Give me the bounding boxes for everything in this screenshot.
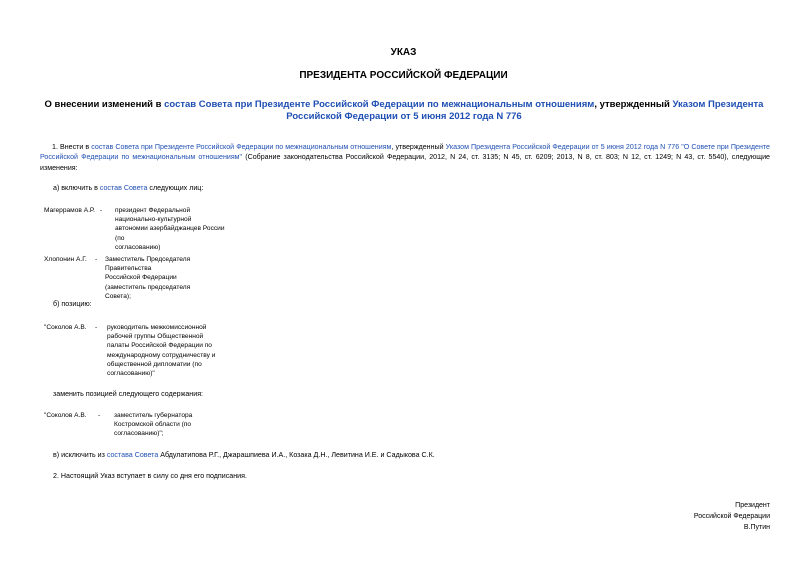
position-line: (заместитель председателя [105, 283, 191, 291]
signature-name: В.Путин [743, 524, 770, 531]
position-line: автономии азербайджанцев России [115, 225, 225, 233]
pa-link-council[interactable]: состав Совета [99, 184, 148, 192]
signature-title: Президент [735, 502, 770, 509]
p1-text-3: (Собрание законодательства Российской Федерации, 2012, N 24, ст. 3135; N 45, ст. 6209; 2013, N 8, ст. 803; N 12, ст. 1249; N 43, ст. 5540), следующие изменения: [40, 153, 770, 172]
pc-text-2: Абдулатипова Р.Г., Джарашпиева И.А., Козака Д.Н., Левитина И.Е. и Садыкова С.К. [158, 451, 435, 459]
person-name: Магеррамов А.Р. [44, 207, 95, 214]
position-line: национально-культурной [115, 216, 192, 224]
subject-link-council-composition[interactable]: состав Совета при Президенте Российской Федерации по межнациональным отношениям [164, 99, 595, 110]
position-line: международному сотрудничеству и [107, 351, 216, 359]
p1-text-1: 1. Внести в [52, 143, 92, 151]
subject-text-1: О внесении изменений в [44, 99, 165, 110]
person-position [105, 255, 225, 301]
pa-text-2: следующих лиц: [147, 184, 204, 192]
p1-text-2: , утвержденный [391, 143, 446, 151]
position-line: руководитель межкомиссионной [107, 324, 207, 331]
paragraph-2: 2. Настоящий Указ вступает в силу со дня его подписания. [53, 472, 247, 480]
position-line: согласованию)" [107, 370, 155, 378]
position-line: согласованию)"; [114, 430, 164, 438]
position-line: Заместитель Председателя [105, 256, 191, 263]
decree-subject [40, 99, 768, 123]
person-name: Хлопонин А.Г. [44, 256, 87, 263]
person-dash: - [100, 207, 103, 214]
p1-link-decree-776[interactable]: Указом Президента Российской Федерации от 5 июня 2012 года N 776 "О Совете при Президенте Российской Федерации по межнациональным отношениям" [40, 143, 771, 162]
position-line: согласованию) [115, 243, 161, 251]
p1-link-council-composition[interactable]: состав Совета при Президенте Российской Федерации по межнациональным отношениям [91, 143, 392, 151]
position-line: (по [115, 234, 125, 242]
position-line: Костромской области (по [114, 421, 192, 429]
pc-link-council[interactable]: состава Совета [106, 451, 159, 459]
person-dash: - [98, 412, 101, 419]
position-line: Совета); [105, 292, 131, 300]
person-name: "Соколов А.В. [44, 324, 87, 331]
person-position [114, 411, 234, 439]
paragraph-b: б) позицию: [53, 300, 92, 308]
person-position [107, 323, 237, 378]
position-line: президент Федеральной [115, 207, 191, 214]
paragraph-1 [40, 142, 770, 173]
position-line: заместитель губернатора [114, 412, 193, 419]
paragraph-c [53, 450, 753, 460]
decree-issuer: ПРЕЗИДЕНТА РОССИЙСКОЙ ФЕДЕРАЦИИ [299, 70, 508, 81]
decree-title: УКАЗ [390, 47, 417, 58]
replace-instruction: заменить позицией следующего содержания: [53, 390, 204, 398]
pa-text-1: а) включить в [53, 184, 100, 192]
position-line: Правительства [105, 265, 152, 273]
position-line: палаты Российской Федерации по [107, 342, 212, 350]
subject-link-decree-776[interactable]: Указом Президента Российской Федерации от 5 июня 2012 года N 776 [286, 99, 764, 122]
person-name: "Соколов А.В. [44, 412, 87, 419]
person-dash: - [95, 324, 98, 331]
pc-text-1: в) исключить из [53, 451, 107, 459]
person-dash: - [95, 256, 98, 263]
position-line: общественной дипломатии (по [107, 360, 202, 368]
position-line: Российской Федерации [105, 274, 177, 282]
position-line: рабочей группы Общественной [107, 333, 204, 341]
person-position [115, 206, 235, 252]
subject-text-2: , утвержденный [594, 99, 673, 110]
paragraph-a [53, 183, 753, 193]
signature-country: Российской Федерации [693, 513, 770, 520]
